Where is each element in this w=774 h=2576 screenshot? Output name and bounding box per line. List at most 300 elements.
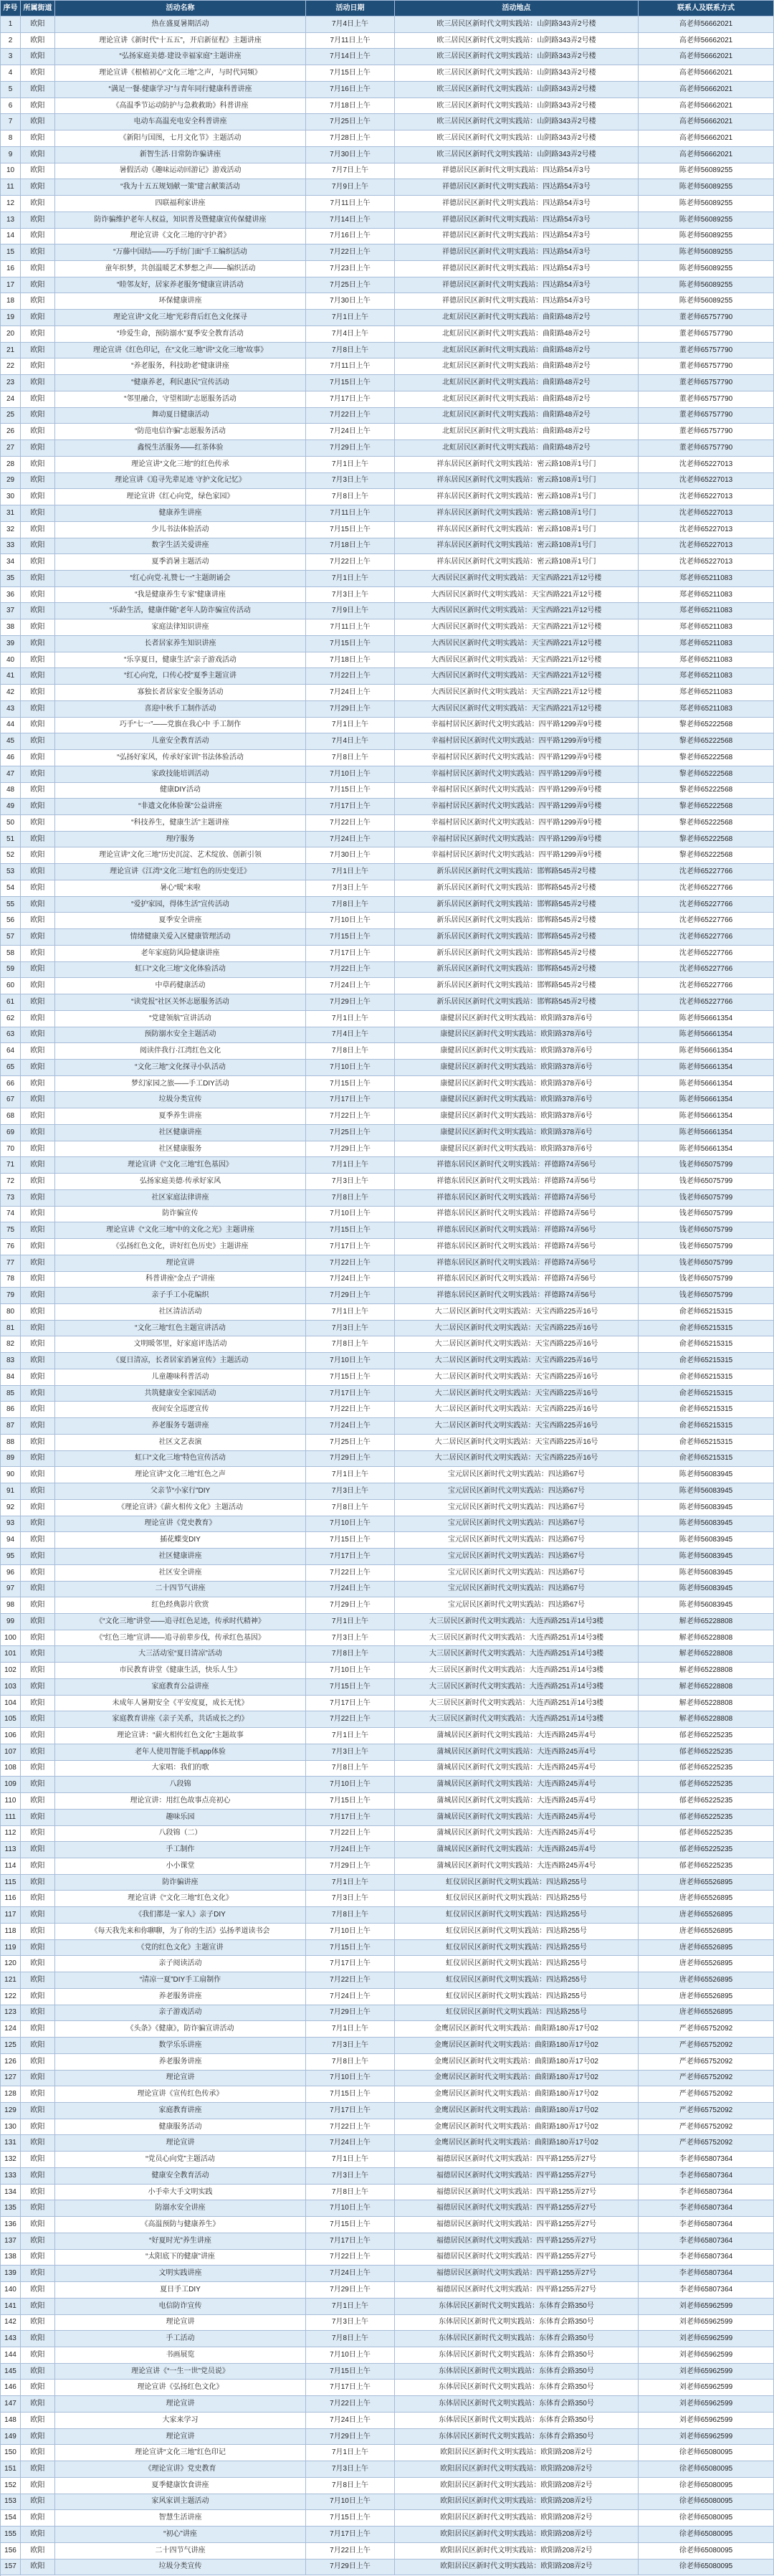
cell-date: 7月22日上午: [306, 815, 395, 832]
table-row: [1, 2445, 774, 2461]
cell-location: 大西居民区新时代文明实践站：天宝西路221弄12号楼: [395, 636, 639, 652]
cell-contact: 沈老师65227766: [639, 913, 774, 929]
cell-date: 7月24日上午: [306, 2135, 395, 2152]
table-row: [1, 1907, 774, 1924]
cell-contact: 高老师56662021: [639, 49, 774, 65]
cell-activity-name: 弘扬家庭美德·传承好家风: [55, 1174, 306, 1190]
cell-activity-name: 理论宣讲《“文化三地”红色文化》: [55, 1891, 306, 1907]
cell-index: 138: [1, 2250, 21, 2266]
table-row: [1, 2086, 774, 2103]
cell-contact: 郑老师65211083: [639, 587, 774, 604]
table-row: [1, 1060, 774, 1076]
cell-location: 祥德东居民区新时代文明实践站：祥德路74弄56号: [395, 1174, 639, 1190]
cell-location: 新乐居民区新时代文明实践站：邯郸路545弄2号楼: [395, 929, 639, 946]
cell-date: 7月8日上午: [306, 1190, 395, 1207]
cell-index: 45: [1, 733, 21, 750]
cell-location: 宝元居民区新时代文明实践站：四达路67号: [395, 1582, 639, 1598]
cell-date: 7月3日上午: [306, 2038, 395, 2054]
cell-date: 7月10日上午: [306, 2071, 395, 2087]
cell-contact: 刘老师65962599: [639, 2331, 774, 2347]
cell-index: 16: [1, 261, 21, 277]
cell-index: 108: [1, 1761, 21, 1777]
cell-street: 欧阳: [21, 619, 55, 636]
cell-date: 7月10日上午: [306, 1060, 395, 1076]
cell-contact: 高老师56662021: [639, 130, 774, 147]
cell-contact: 郑老师65211083: [639, 701, 774, 718]
cell-index: 26: [1, 424, 21, 440]
cell-street: 欧阳: [21, 33, 55, 49]
cell-location: 幸福村居民区新时代文明实践站：四平路1299弄9号楼: [395, 766, 639, 783]
cell-index: 62: [1, 1011, 21, 1027]
cell-street: 欧阳: [21, 994, 55, 1011]
cell-date: 7月25日上午: [306, 114, 395, 130]
cell-street: 欧阳: [21, 244, 55, 261]
cell-street: 欧阳: [21, 1761, 55, 1777]
cell-contact: 郑老师65211083: [639, 619, 774, 636]
table-row: [1, 2478, 774, 2494]
cell-street: 欧阳: [21, 1141, 55, 1158]
cell-index: 57: [1, 929, 21, 946]
cell-index: 4: [1, 65, 21, 82]
cell-contact: 唐老师65526895: [639, 1875, 774, 1891]
cell-contact: 黎老师65222568: [639, 766, 774, 783]
cell-location: 幸福村居民区新时代文明实践站：四平路1299弄9号楼: [395, 815, 639, 832]
cell-activity-name: 舞动夏日健康活动: [55, 408, 306, 424]
cell-activity-name: 社区文艺表演: [55, 1435, 306, 1451]
cell-location: 欧三居民区新时代文明实践站：山阴路343弄2号楼: [395, 130, 639, 147]
cell-activity-name: 理论宣讲：用红色故事点亮初心: [55, 1793, 306, 1810]
cell-location: 北虹居民区新时代文明实践站：曲阳路48弄2号: [395, 343, 639, 359]
cell-index: 53: [1, 864, 21, 880]
table-row: [1, 701, 774, 718]
cell-location: 康健居民区新时代文明实践站：欧阳路378弄6号: [395, 1141, 639, 1158]
cell-date: 7月22日上午: [306, 1402, 395, 1418]
cell-location: 大西居民区新时代文明实践站：天宝西路221弄12号楼: [395, 587, 639, 604]
cell-location: 幸福村居民区新时代文明实践站：四平路1299弄9号楼: [395, 847, 639, 864]
cell-contact: 董老师65757790: [639, 375, 774, 391]
cell-street: 欧阳: [21, 1092, 55, 1108]
cell-date: 7月4日上午: [306, 326, 395, 343]
table-row: [1, 815, 774, 832]
cell-street: 欧阳: [21, 114, 55, 130]
cell-street: 欧阳: [21, 277, 55, 294]
table-row: [1, 130, 774, 147]
cell-date: 7月29日上午: [306, 2005, 395, 2022]
cell-location: 宝元居民区新时代文明实践站：四达路67号: [395, 1549, 639, 1565]
cell-contact: 陈老师56089255: [639, 229, 774, 245]
table-row: [1, 358, 774, 375]
cell-date: 7月8日上午: [306, 2478, 395, 2494]
cell-index: 107: [1, 1744, 21, 1761]
table-row: [1, 1157, 774, 1174]
table-row: [1, 2185, 774, 2201]
cell-location: 祥东居民区新时代文明实践站：密云路108弄1号门: [395, 522, 639, 538]
table-row: [1, 1125, 774, 1141]
cell-location: 欧阳居民区新时代文明实践站：欧阳路208弄2号: [395, 2510, 639, 2527]
cell-street: 欧阳: [21, 212, 55, 229]
cell-location: 北虹居民区新时代文明实践站：曲阳路48弄2号: [395, 391, 639, 408]
cell-index: 81: [1, 1321, 21, 1337]
table-row: [1, 1435, 774, 1451]
table-row: [1, 1891, 774, 1907]
cell-location: 大三居民区新时代文明实践站：大连西路251弄14号3楼: [395, 1614, 639, 1630]
header-cell-date: 活动日期: [306, 1, 395, 16]
cell-date: 7月1日上午: [306, 864, 395, 880]
cell-contact: 郁老师65225235: [639, 1793, 774, 1810]
table-row: [1, 1043, 774, 1060]
cell-index: 44: [1, 718, 21, 734]
cell-street: 欧阳: [21, 1467, 55, 1483]
cell-date: 7月3日上午: [306, 880, 395, 897]
cell-location: 福德居民区新时代文明实践站：四平路1255弄27号: [395, 2217, 639, 2233]
cell-activity-name: “珍爱生命，预防溺水”夏季安全教育活动: [55, 326, 306, 343]
cell-activity-name: 数字生活关爱讲座: [55, 538, 306, 555]
cell-street: 欧阳: [21, 668, 55, 685]
cell-activity-name: 童年织梦，共创温暖艺术梦想之声——编织活动: [55, 261, 306, 277]
cell-activity-name: 阅读伴我行·江湾红色文化: [55, 1043, 306, 1060]
cell-date: 7月29日上午: [306, 2560, 395, 2576]
cell-activity-name: 理论宣讲《弘扬红色文化》: [55, 2380, 306, 2396]
cell-index: 151: [1, 2461, 21, 2478]
cell-activity-name: 理论宣讲: [55, 2135, 306, 2152]
cell-street: 欧阳: [21, 1793, 55, 1810]
cell-contact: 郑老师65211083: [639, 603, 774, 619]
table-row: [1, 2038, 774, 2054]
cell-index: 119: [1, 1940, 21, 1957]
table-row: [1, 1092, 774, 1108]
cell-date: 7月17日上午: [306, 946, 395, 962]
cell-activity-name: 理论宣讲《红心向党，绿色家园》: [55, 489, 306, 505]
cell-location: 蒲城居民区新时代文明实践站：大连西路245弄4号: [395, 1858, 639, 1875]
cell-street: 欧阳: [21, 1907, 55, 1924]
cell-contact: 黎老师65222568: [639, 750, 774, 766]
cell-location: 虹仪居民区新时代文明实践站：四达路255号: [395, 2005, 639, 2022]
table-row: [1, 2364, 774, 2380]
cell-index: 50: [1, 815, 21, 832]
cell-street: 欧阳: [21, 2103, 55, 2119]
cell-contact: 高老师56662021: [639, 16, 774, 33]
cell-street: 欧阳: [21, 538, 55, 555]
cell-date: 7月17日上午: [306, 1696, 395, 1712]
cell-location: 大西居民区新时代文明实践站：天宝西路221弄12号楼: [395, 619, 639, 636]
cell-location: 福德居民区新时代文明实践站：四平路1255弄27号: [395, 2250, 639, 2266]
cell-street: 欧阳: [21, 457, 55, 473]
cell-index: 55: [1, 897, 21, 913]
cell-index: 51: [1, 832, 21, 848]
cell-street: 欧阳: [21, 1532, 55, 1549]
cell-activity-name: “清凉一夏”DIY手工扇制作: [55, 1972, 306, 1989]
cell-contact: 高老师56662021: [639, 98, 774, 115]
cell-date: 7月1日上午: [306, 2445, 395, 2461]
cell-date: 7月7日上午: [306, 163, 395, 180]
cell-contact: 陈老师56661354: [639, 1027, 774, 1044]
cell-contact: 钱老师65075799: [639, 1157, 774, 1174]
cell-activity-name: 理论宣讲: [55, 2396, 306, 2413]
cell-index: 104: [1, 1696, 21, 1712]
cell-location: 虹仪居民区新时代文明实践站：四达路255号: [395, 1972, 639, 1989]
table-row: [1, 1614, 774, 1630]
cell-index: 54: [1, 880, 21, 897]
cell-location: 福德居民区新时代文明实践站：四平路1255弄27号: [395, 2168, 639, 2185]
table-row: [1, 212, 774, 229]
cell-contact: 唐老师65526895: [639, 1940, 774, 1957]
cell-activity-name: 家庭法律知识讲座: [55, 619, 306, 636]
table-row: [1, 2168, 774, 2185]
cell-street: 欧阳: [21, 2510, 55, 2527]
cell-index: 70: [1, 1141, 21, 1158]
cell-location: 欧三居民区新时代文明实践站：山阴路343弄2号楼: [395, 65, 639, 82]
table-row: [1, 685, 774, 701]
cell-activity-name: “红心向党·礼赞七一”主题朗诵会: [55, 571, 306, 587]
cell-contact: 俞老师65215315: [639, 1418, 774, 1435]
cell-street: 欧阳: [21, 1582, 55, 1598]
cell-activity-name: 热在盛夏暑期活动: [55, 16, 306, 33]
cell-location: 欧阳居民区新时代文明实践站：欧阳路208弄2号: [395, 2527, 639, 2543]
cell-street: 欧阳: [21, 1157, 55, 1174]
cell-street: 欧阳: [21, 2347, 55, 2364]
table-row: [1, 619, 774, 636]
cell-activity-name: “满足一餐·健康学习”与青年同行健康科普讲座: [55, 82, 306, 98]
cell-location: 金鹰居民区新时代文明实践站：曲阳路180弄17号02: [395, 2038, 639, 2054]
cell-contact: 陈老师56661354: [639, 1060, 774, 1076]
cell-street: 欧阳: [21, 1353, 55, 1369]
cell-street: 欧阳: [21, 16, 55, 33]
table-row: [1, 2103, 774, 2119]
cell-date: 7月1日上午: [306, 1728, 395, 1744]
cell-date: 7月3日上午: [306, 2168, 395, 2185]
cell-index: 75: [1, 1222, 21, 1239]
cell-location: 北虹居民区新时代文明实践站：曲阳路48弄2号: [395, 440, 639, 457]
cell-contact: 解老师65228808: [639, 1711, 774, 1728]
cell-date: 7月11日上午: [306, 358, 395, 375]
cell-activity-name: 父亲节“小家行”DIY: [55, 1483, 306, 1500]
cell-location: 欧三居民区新时代文明实践站：山阴路343弄2号楼: [395, 147, 639, 163]
cell-street: 欧阳: [21, 783, 55, 799]
cell-index: 66: [1, 1076, 21, 1093]
cell-date: 7月24日上午: [306, 832, 395, 848]
cell-date: 7月14日上午: [306, 49, 395, 65]
table-row: [1, 391, 774, 408]
table-row: [1, 2282, 774, 2299]
cell-location: 欧阳居民区新时代文明实践站：欧阳路208弄2号: [395, 2478, 639, 2494]
cell-activity-name: “好夏时光”养生讲座: [55, 2233, 306, 2250]
cell-location: 欧三居民区新时代文明实践站：山阴路343弄2号楼: [395, 49, 639, 65]
cell-street: 欧阳: [21, 2494, 55, 2511]
cell-index: 100: [1, 1630, 21, 1647]
cell-contact: 陈老师56089255: [639, 244, 774, 261]
cell-street: 欧阳: [21, 2331, 55, 2347]
table-row: [1, 668, 774, 685]
cell-contact: 俞老师65215315: [639, 1369, 774, 1386]
cell-contact: 高老师56662021: [639, 82, 774, 98]
cell-index: 22: [1, 358, 21, 375]
cell-index: 40: [1, 652, 21, 669]
cell-activity-name: 家庭教育公益讲座: [55, 1679, 306, 1696]
cell-index: 118: [1, 1924, 21, 1940]
cell-activity-name: 家庭教育讲座: [55, 2103, 306, 2119]
cell-location: 大三居民区新时代文明实践站：大连西路251弄14号3楼: [395, 1646, 639, 1663]
cell-street: 欧阳: [21, 2217, 55, 2233]
cell-street: 欧阳: [21, 98, 55, 115]
table-row: [1, 1239, 774, 1255]
cell-street: 欧阳: [21, 1060, 55, 1076]
cell-street: 欧阳: [21, 2021, 55, 2038]
cell-index: 131: [1, 2135, 21, 2152]
table-row: [1, 2494, 774, 2511]
cell-street: 欧阳: [21, 1011, 55, 1027]
cell-date: 7月3日上午: [306, 1321, 395, 1337]
table-row: [1, 2560, 774, 2576]
cell-activity-name: 共筑健康安全家园活动: [55, 1386, 306, 1402]
cell-activity-name: 防诈骗维护老年人权益，知识普及暨健康宣传保健讲座: [55, 212, 306, 229]
cell-street: 欧阳: [21, 147, 55, 163]
cell-activity-name: 电动车高温充电安全科普讲座: [55, 114, 306, 130]
cell-date: 7月22日上午: [306, 408, 395, 424]
cell-location: 大二居民区新时代文明实践站：天宝西路225弄16号: [395, 1418, 639, 1435]
cell-contact: 刘老师65962599: [639, 2347, 774, 2364]
cell-activity-name: 环保健康讲座: [55, 293, 306, 310]
cell-date: 7月8日上午: [306, 343, 395, 359]
cell-location: 金鹰居民区新时代文明实践站：曲阳路180弄17号02: [395, 2119, 639, 2136]
cell-contact: 严老师65752092: [639, 2086, 774, 2103]
cell-date: 7月24日上午: [306, 1272, 395, 1288]
table-row: [1, 408, 774, 424]
cell-date: 7月3日上午: [306, 473, 395, 490]
table-row: [1, 522, 774, 538]
cell-date: 7月22日上午: [306, 1255, 395, 1272]
cell-activity-name: 鑫悦生活服务——红茶体验: [55, 440, 306, 457]
cell-date: 7月24日上午: [306, 424, 395, 440]
cell-index: 60: [1, 978, 21, 994]
cell-activity-name: 夏日手工DIY: [55, 2282, 306, 2299]
table-row: [1, 293, 774, 310]
cell-activity-name: “健康养老，利民惠民”宣传活动: [55, 375, 306, 391]
cell-contact: 钱老师65075799: [639, 1288, 774, 1304]
cell-activity-name: 养老服务讲座: [55, 2054, 306, 2071]
cell-activity-name: “防范电信诈骗”志愿服务活动: [55, 424, 306, 440]
cell-location: 蒲城居民区新时代文明实践站：大连西路245弄4号: [395, 1761, 639, 1777]
cell-contact: 俞老师65215315: [639, 1402, 774, 1418]
table-row: [1, 1027, 774, 1044]
cell-contact: 郑老师65211083: [639, 636, 774, 652]
table-row: [1, 880, 774, 897]
table-row: [1, 261, 774, 277]
cell-index: 32: [1, 522, 21, 538]
cell-date: 7月22日上午: [306, 2396, 395, 2413]
cell-index: 71: [1, 1157, 21, 1174]
cell-street: 欧阳: [21, 1549, 55, 1565]
cell-contact: 黎老师65222568: [639, 799, 774, 815]
cell-contact: 陈老师56089255: [639, 179, 774, 196]
cell-date: 7月17日上午: [306, 799, 395, 815]
table-row: [1, 1174, 774, 1190]
cell-index: 123: [1, 2005, 21, 2022]
cell-contact: 徐老师65080095: [639, 2543, 774, 2560]
cell-activity-name: “文化三地”文化探寻小队活动: [55, 1060, 306, 1076]
cell-street: 欧阳: [21, 2364, 55, 2380]
cell-date: 7月11日上午: [306, 619, 395, 636]
cell-activity-name: 夏季安全讲座: [55, 913, 306, 929]
cell-location: 大二居民区新时代文明实践站：天宝西路225弄16号: [395, 1402, 639, 1418]
cell-date: 7月1日上午: [306, 1614, 395, 1630]
cell-date: 7月25日上午: [306, 277, 395, 294]
cell-street: 欧阳: [21, 1663, 55, 1679]
cell-activity-name: 家政技能培训活动: [55, 766, 306, 783]
cell-index: 111: [1, 1810, 21, 1826]
cell-index: 121: [1, 1972, 21, 1989]
cell-index: 12: [1, 196, 21, 212]
cell-index: 63: [1, 1027, 21, 1044]
cell-index: 37: [1, 603, 21, 619]
cell-location: 虹仪居民区新时代文明实践站：四达路255号: [395, 1891, 639, 1907]
cell-date: 7月15日上午: [306, 1940, 395, 1957]
cell-street: 欧阳: [21, 391, 55, 408]
cell-location: 虹仪居民区新时代文明实践站：四达路255号: [395, 1989, 639, 2005]
cell-date: 7月15日上午: [306, 783, 395, 799]
cell-street: 欧阳: [21, 2054, 55, 2071]
cell-index: 94: [1, 1532, 21, 1549]
cell-date: 7月24日上午: [306, 2266, 395, 2282]
cell-index: 87: [1, 1418, 21, 1435]
cell-location: 北虹居民区新时代文明实践站：曲阳路48弄2号: [395, 424, 639, 440]
cell-contact: 陈老师56083945: [639, 1532, 774, 1549]
cell-index: 1: [1, 16, 21, 33]
cell-contact: 李老师65807364: [639, 2282, 774, 2299]
cell-activity-name: “读党报”社区关怀志愿服务活动: [55, 994, 306, 1011]
table-row: [1, 718, 774, 734]
cell-index: 73: [1, 1190, 21, 1207]
cell-contact: 沈老师65227013: [639, 522, 774, 538]
cell-street: 欧阳: [21, 358, 55, 375]
cell-location: 康健居民区新时代文明实践站：欧阳路378弄6号: [395, 1092, 639, 1108]
cell-activity-name: 暑心“暖”来啦: [55, 880, 306, 897]
cell-index: 47: [1, 766, 21, 783]
cell-date: 7月22日上午: [306, 1565, 395, 1582]
cell-index: 92: [1, 1500, 21, 1516]
cell-activity-name: 理论宣讲《根植初心“文化三地”之声，与时代同频》: [55, 65, 306, 82]
table-row: [1, 2396, 774, 2413]
cell-street: 欧阳: [21, 571, 55, 587]
cell-index: 114: [1, 1858, 21, 1875]
cell-location: 新乐居民区新时代文明实践站：邯郸路545弄2号楼: [395, 978, 639, 994]
cell-contact: 董老师65757790: [639, 408, 774, 424]
cell-index: 133: [1, 2168, 21, 2185]
cell-location: 幸福村居民区新时代文明实践站：四平路1299弄9号楼: [395, 750, 639, 766]
cell-date: 7月8日上午: [306, 1646, 395, 1663]
table-row: [1, 2347, 774, 2364]
table-row: [1, 1858, 774, 1875]
cell-location: 大二居民区新时代文明实践站：天宝西路225弄16号: [395, 1336, 639, 1353]
cell-contact: 陈老师56083945: [639, 1483, 774, 1500]
cell-street: 欧阳: [21, 1516, 55, 1533]
cell-street: 欧阳: [21, 1108, 55, 1125]
cell-date: 7月1日上午: [306, 1875, 395, 1891]
cell-location: 虹仪居民区新时代文明实践站：四达路255号: [395, 1924, 639, 1940]
cell-location: 大三居民区新时代文明实践站：大连西路251弄14号3楼: [395, 1630, 639, 1647]
cell-contact: 钱老师65075799: [639, 1207, 774, 1223]
table-row: [1, 2429, 774, 2446]
table-row: [1, 1597, 774, 1614]
cell-location: 蒲城居民区新时代文明实践站：大连西路245弄4号: [395, 1744, 639, 1761]
cell-contact: 徐老师65080095: [639, 2445, 774, 2461]
cell-activity-name: 喜迎中秋手工制作活动: [55, 701, 306, 718]
table-row: [1, 1369, 774, 1386]
cell-date: 7月8日上午: [306, 2185, 395, 2201]
cell-location: 祥德东居民区新时代文明实践站：祥德路74弄56号: [395, 1255, 639, 1272]
cell-date: 7月11日上午: [306, 33, 395, 49]
cell-activity-name: 理论宣讲: [55, 2071, 306, 2087]
cell-location: 大二居民区新时代文明实践站：天宝西路225弄16号: [395, 1386, 639, 1402]
